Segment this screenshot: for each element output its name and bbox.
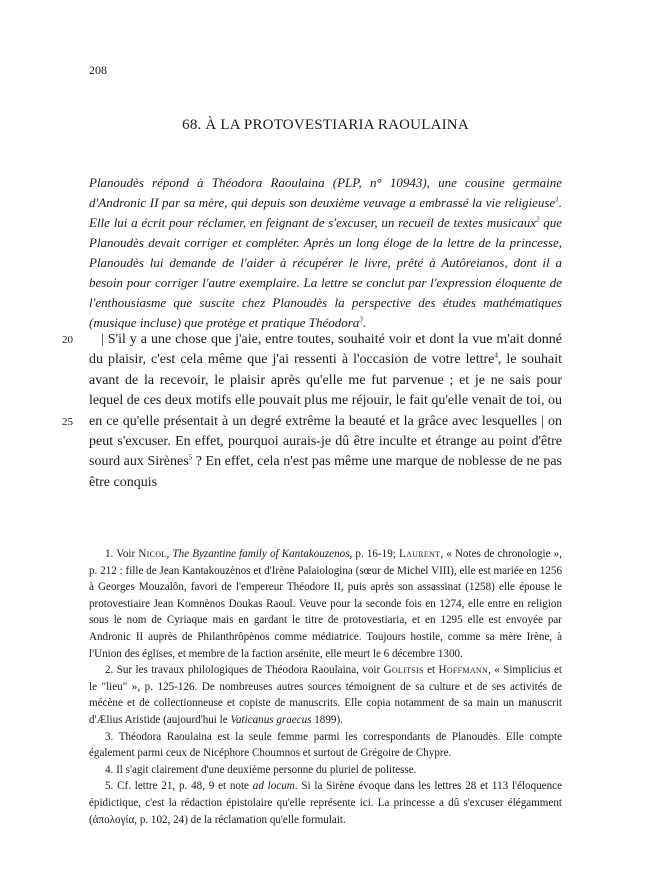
footnote-5 <box>89 778 562 828</box>
fn5-text-a: 5. Cf. lettre 21, p. 48, 9 et note <box>105 780 253 793</box>
footnote-3: 3. Théodora Raoulaina est la seule femme parmi les correspondants de Planoudès. Elle compte également parmi ceux de Nicéphore Choumnos et surtout de Grégoire de Chypre. <box>89 730 562 760</box>
letter-title: 68. À LA PROTOVESTIARIA RAOULAINA <box>182 117 469 133</box>
footnote-ref-3: 3 <box>359 315 363 324</box>
summary-text-1: Planoudès répond à Théodora Raoulaina (PLP, n° 10943), une cousine germaine d'Andronic II par sa mère, qui depuis son deuxième veuvage a embrassé la vie religieuse <box>89 175 562 210</box>
translation-text <box>89 330 562 493</box>
translation-text-2: , le souhait avant de la recevoir, le plaisir après qu'elle me fut parvenue ; et je ne sais pour lequel de ces deux motifs elle pouvait plus me réjouir, le fait qu'elle venait de toi, ou en ce qu'elle présentait à un degré extrême la beauté et la grâce avec lesquelles | on peut s'excuser. En effet, pourquoi aurais-je dû être inculte et étrange au point d'être sourd aux Sirènes <box>89 352 562 470</box>
fn2-text-a: 2. Sur les travaux philologiques de Théodora Raoulaina, voir <box>105 664 384 677</box>
fn5-ad-locum: ad locum <box>252 780 295 793</box>
footnote-ref-4: 4 <box>494 351 498 360</box>
fn2-manuscript: Vaticanus graecus <box>230 713 312 726</box>
footnote-ref-2: 2 <box>535 215 540 224</box>
summary-text-2: . Elle lui a écrit pour réclamer, en feignant de s'excuser, un recueil de textes musicaux <box>89 195 562 230</box>
footnote-2 <box>89 662 562 728</box>
fn1-text-a: 1. Voir <box>105 548 139 560</box>
footnote-ref-5: 5 <box>188 453 193 462</box>
fn1-text-d: , « Notes de chronologie », p. 212 : fille de Jean Kantakouzènos et d'Irène Palaiologina (sœur de Michel VIII), elle est mariée en 1256 à Georges Mouzalôn, favori de l'empereur Théodore II, puis après son assassinat (1258) elle épouse le protovestiaire Jean Komnènos Doukas Raoul. Veuve pour la seconde fois en 1274, elle entre en religion sous le nom de Cyriaque mais en gardant le titre de protovestiaria, et en 1295 elle est envoyée par Andronic II auprès de Philanthrôpènos comme médiatrice. Toujours hostile, comme sa mère Irène, à l'Union des églises, et membre de la faction arsénite, elle meurt le 6 décembre 1300. <box>89 548 562 660</box>
footnote-4: 4. Il s'agit clairement d'une deuxième personne du pluriel de politesse. <box>105 763 417 776</box>
letter-summary <box>89 173 562 333</box>
translation-text-1: | S'il y a une chose que j'aie, entre toutes, souhaité voir et dont la vue m'ait donné du plaisir, c'est cela même que j'ai ressenti à l'occasion de votre lettre <box>89 332 562 368</box>
fn2-author-golitsis: Golitsis <box>383 664 424 677</box>
fn1-author-nicol: Nicol <box>138 548 167 560</box>
fn1-text-c: , p. 16-19; <box>349 548 399 560</box>
fn2-text-d: 1899). <box>311 713 343 726</box>
page-number: 208 <box>89 63 107 77</box>
fn2-text-c: , « Simplicius et le "lieu" », p. 125-126. De nombreuses autres sources témoignent de sa culture et de ses activités de mécène et de collectionneuse et copiste de manuscrits. Elle copia notamment de sa main un manuscrit d'Ælius Aristide (aujourd'hui le <box>89 664 563 726</box>
fn1-author-laurent: Laurent <box>399 548 441 560</box>
footnotes <box>89 546 562 828</box>
fn2-author-hoffmann: Hoffmann <box>438 664 489 677</box>
summary-text-3: que Planoudès devait corriger et compléter. Après un long éloge de la lettre de la princesse, Planoudès lui demande de l'aider à récupérer le livre, prêté à Autôreianos, dont il a besoin pour corriger l'autre exemplaire. La lettre se conclut par l'expression éloquente de l'enthousiasme que suscite chez Planoudès la perspective des études mathématiques (musique incluse) que protège et pratique Théodora <box>89 215 562 330</box>
fn1-text-b: , <box>166 548 173 560</box>
fn2-text-b: et <box>423 664 439 677</box>
summary-text-4: . <box>362 315 367 330</box>
line-number-20: 20 <box>62 334 73 346</box>
footnote-1 <box>89 546 562 662</box>
footnote-ref-1: 1 <box>555 195 559 204</box>
line-number-25: 25 <box>62 416 73 428</box>
translation-text-3: ? En effet, cela n'est pas même une marque de noblesse de ne pas être conquis <box>89 454 562 490</box>
fn5-text-b: . Si la Sirène évoque dans les lettres 28 et 113 l'éloquence épidictique, c'est la rédaction épistolaire qu'elle représente ici. La princesse a dû s'excuser élégamment (ἀπολογία, p. 102, 24) de la réclamation qu'elle formulait. <box>89 780 562 826</box>
fn1-book-title: The Byzantine family of Kantakouzenos <box>172 548 350 560</box>
